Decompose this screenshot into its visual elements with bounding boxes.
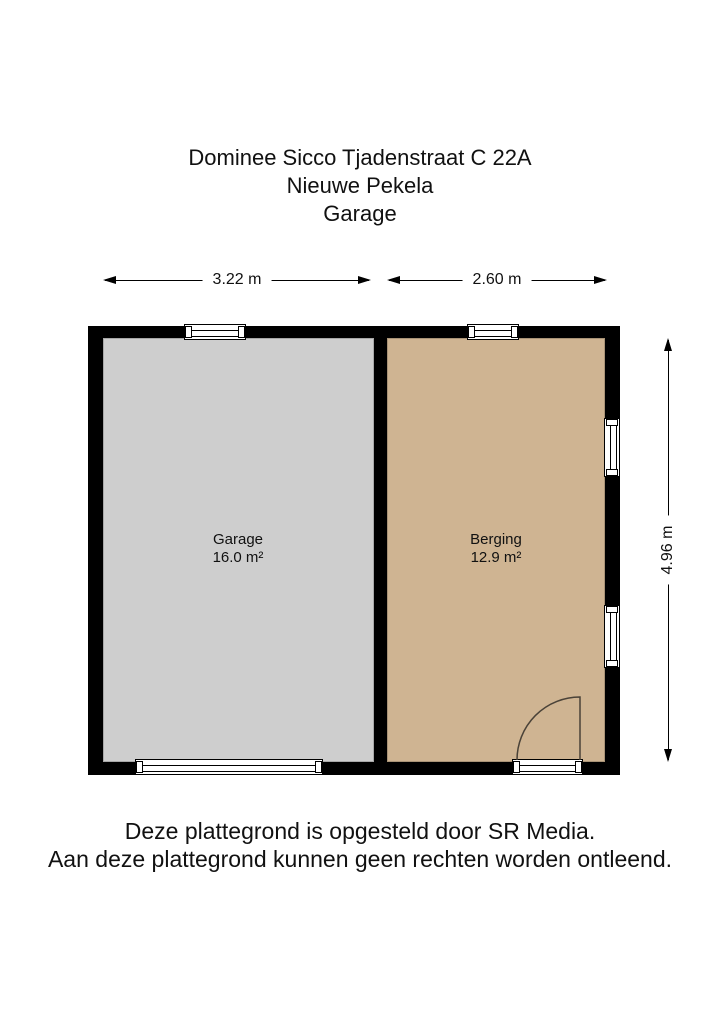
room-area: 12.9 m² [470, 549, 522, 566]
disclaimer [0, 817, 720, 873]
title-city: Nieuwe Pekela [286, 173, 434, 198]
title-address: Dominee Sicco Tjadenstraat C 22A [188, 145, 532, 170]
dimension-total-depth-label: 4.96 m [659, 516, 677, 585]
dimension-berging-width [387, 272, 607, 289]
arrowhead-right-icon [594, 276, 607, 284]
dimension-garage-width [103, 272, 371, 289]
arrowhead-left-icon [103, 276, 116, 284]
room-label-garage [213, 531, 264, 567]
arrowhead-up-icon [664, 338, 672, 351]
room-label-berging [470, 531, 522, 567]
disclaimer-line1: Deze plattegrond is opgesteld door SR Media. [124, 818, 596, 844]
title-subject: Garage [323, 201, 397, 226]
dimension-total-depth [660, 338, 677, 762]
dimension-berging-width-label: 2.60 m [463, 271, 532, 289]
room-area: 16.0 m² [212, 549, 264, 566]
dimension-garage-width-label: 3.22 m [203, 271, 272, 289]
page-title [5, 144, 715, 228]
arrowhead-right-icon [358, 276, 371, 284]
berging-door-swing-icon [88, 326, 620, 775]
arrowhead-down-icon [664, 749, 672, 762]
room-name: Berging [470, 531, 522, 548]
arrowhead-left-icon [387, 276, 400, 284]
disclaimer-line2: Aan deze plattegrond kunnen geen rechten worden ontleend. [47, 846, 673, 872]
room-name: Garage [212, 531, 264, 548]
floorplan [88, 326, 620, 775]
